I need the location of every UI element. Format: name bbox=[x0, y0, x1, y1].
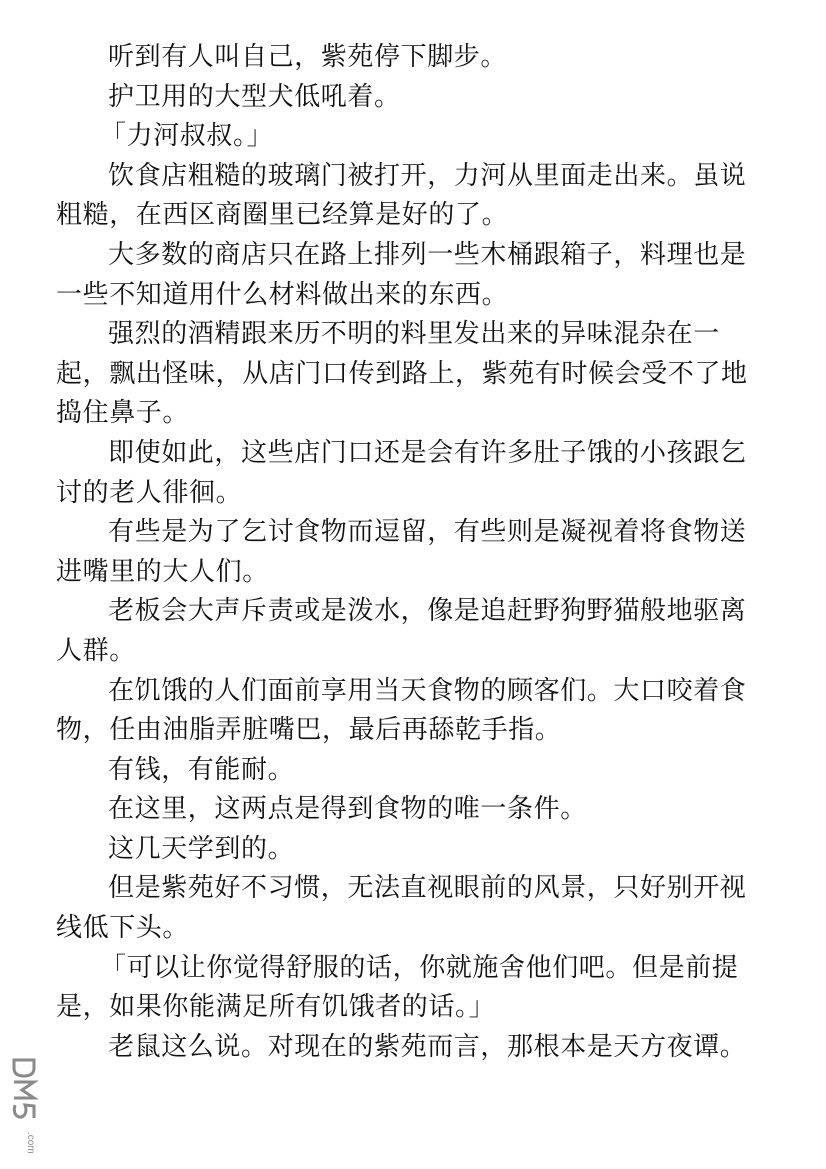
paragraph: 有钱，有能耐。 bbox=[108, 754, 295, 785]
paragraph: 强烈的酒精跟来历不明的料里发出来的异味混杂在一起，飘出怪味，从店门口传到路上，紫苑有时候会受不了地捣住鼻子。 bbox=[56, 319, 748, 429]
dm5-logo-icon bbox=[6, 1052, 46, 1162]
paragraph: 即使如此，这些店门口还是会有许多肚子饿的小孩跟乞讨的老人徘徊。 bbox=[56, 437, 747, 508]
paragraph: 饮食店粗糙的玻璃门被打开，力河从里面走出来。虽说粗糙，在西区商圈里已经算是好的了。 bbox=[56, 160, 747, 231]
paragraph: 老鼠这么说。对现在的紫苑而言，那根本是天方夜谭。 bbox=[108, 1031, 747, 1062]
paragraph: 在这里，这两点是得到食物的唯一条件。 bbox=[108, 794, 587, 825]
document-body bbox=[56, 38, 756, 1067]
paragraph: 听到有人叫自己，紫苑停下脚步。 bbox=[108, 42, 508, 72]
paragraph: 护卫用的大型犬低吼着。 bbox=[108, 81, 401, 112]
paragraph: 这几天学到的。 bbox=[108, 833, 295, 864]
dialogue-paragraph: 「力河叔叔。」 bbox=[100, 121, 274, 152]
paragraph: 但是紫苑好不习惯，无法直视眼前的风景，只好别开视线低下头。 bbox=[56, 873, 747, 944]
paragraph: 大多数的商店只在路上排列一些木桶跟箱子，料理也是一些不知道用什么材料做出来的东西。 bbox=[56, 239, 747, 310]
paragraph: 有些是为了乞讨食物而逗留，有些则是凝视着将食物送进嘴里的大人们。 bbox=[56, 517, 747, 587]
svg-text:.com: .com bbox=[25, 1132, 36, 1154]
dialogue-paragraph: 「可以让你觉得舒服的话，你就施舍他们吧。但是前提是，如果你能满足所有饥饿者的话。」 bbox=[56, 952, 739, 1023]
watermark-logo bbox=[6, 1052, 46, 1162]
paragraph: 在饥饿的人们面前享用当天食物的顾客们。大口咬着食物，任由油脂弄脏嘴巴，最后再舔乾手指。 bbox=[56, 675, 747, 746]
paragraph: 老板会大声斥责或是泼水，像是追赶野狗野猫般地驱离人群。 bbox=[56, 596, 747, 666]
